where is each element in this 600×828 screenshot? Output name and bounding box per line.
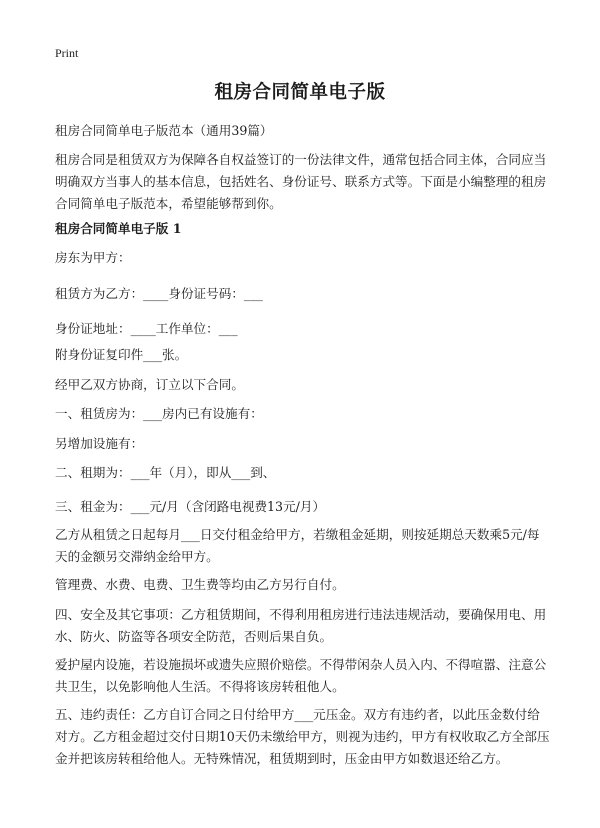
contract-clause-2: 二、租期为：___年（月），即从___到、 xyxy=(55,465,276,480)
section-heading: 租房合同简单电子版 1 xyxy=(55,221,182,236)
contract-line-landlord: 房东为甲方： xyxy=(55,250,131,265)
contract-line-id-address: 身份证地址：____工作单位：___ xyxy=(55,321,238,336)
contract-facility-care: 爱护屋内设施，若设施损坏或遗失应照价赔偿。不得带闲杂人员入内、不得喧嚣、注意公共卫生，以免影响他人生活。不得将该房转租他人。 xyxy=(55,657,547,694)
contract-line-id-copies: 附身份证复印件___张。 xyxy=(55,347,188,362)
contract-clause-1: 一、租赁房为：___房内已有设施有： xyxy=(55,406,263,421)
contract-rent-payment: 乙方从租赁之日起每月___日交付租金给甲方，若缴租金延期，则按延期总天数乘5元/每天的金额另交滞纳金给甲方。 xyxy=(55,527,540,564)
contract-clause-4: 四、安全及其它事项：乙方租赁期间，不得利用租房进行违法违规活动，要确保用电、用水、防火、防盗等各项安全防范，否则后果自负。 xyxy=(55,607,547,644)
contract-clause-3: 三、租金为：___元/月（含闭路电视费13元/月） xyxy=(55,499,326,514)
document-title: 租房合同简单电子版 xyxy=(214,82,386,103)
print-link[interactable]: Print xyxy=(55,46,79,60)
contract-clause-5: 五、违约责任：乙方自订合同之日付给甲方___元压金。双方有违约者，以此压金数付给对方。乙方租金超过交付日期10天仍未缴给甲方，则视为违约，甲方有权收取乙方全部压金并把该房转租给他人。无特殊情况，租赁期到时，压金由甲方如数退还给乙方。 xyxy=(55,707,550,766)
contract-fees: 管理费、水费、电费、卫生费等均由乙方另行自付。 xyxy=(55,577,345,592)
contract-line-agreement: 经甲乙双方协商，订立以下合同。 xyxy=(55,377,244,392)
contract-line-tenant: 租赁方为乙方：____身份证号码：___ xyxy=(55,286,263,301)
document-subtitle: 租房合同简单电子版范本（通用39篇） xyxy=(55,123,273,138)
contract-line-extra-facilities: 另增加设施有： xyxy=(55,436,144,451)
intro-paragraph: 租房合同是租赁双方为保障各自权益签订的一份法律文件，通常包括合同主体，合同应当明确双方当事人的基本信息，包括姓名、身份证号、联系方式等。下面是小编整理的租房合同简单电子版范本，希望能够帮到你。 xyxy=(55,152,547,211)
